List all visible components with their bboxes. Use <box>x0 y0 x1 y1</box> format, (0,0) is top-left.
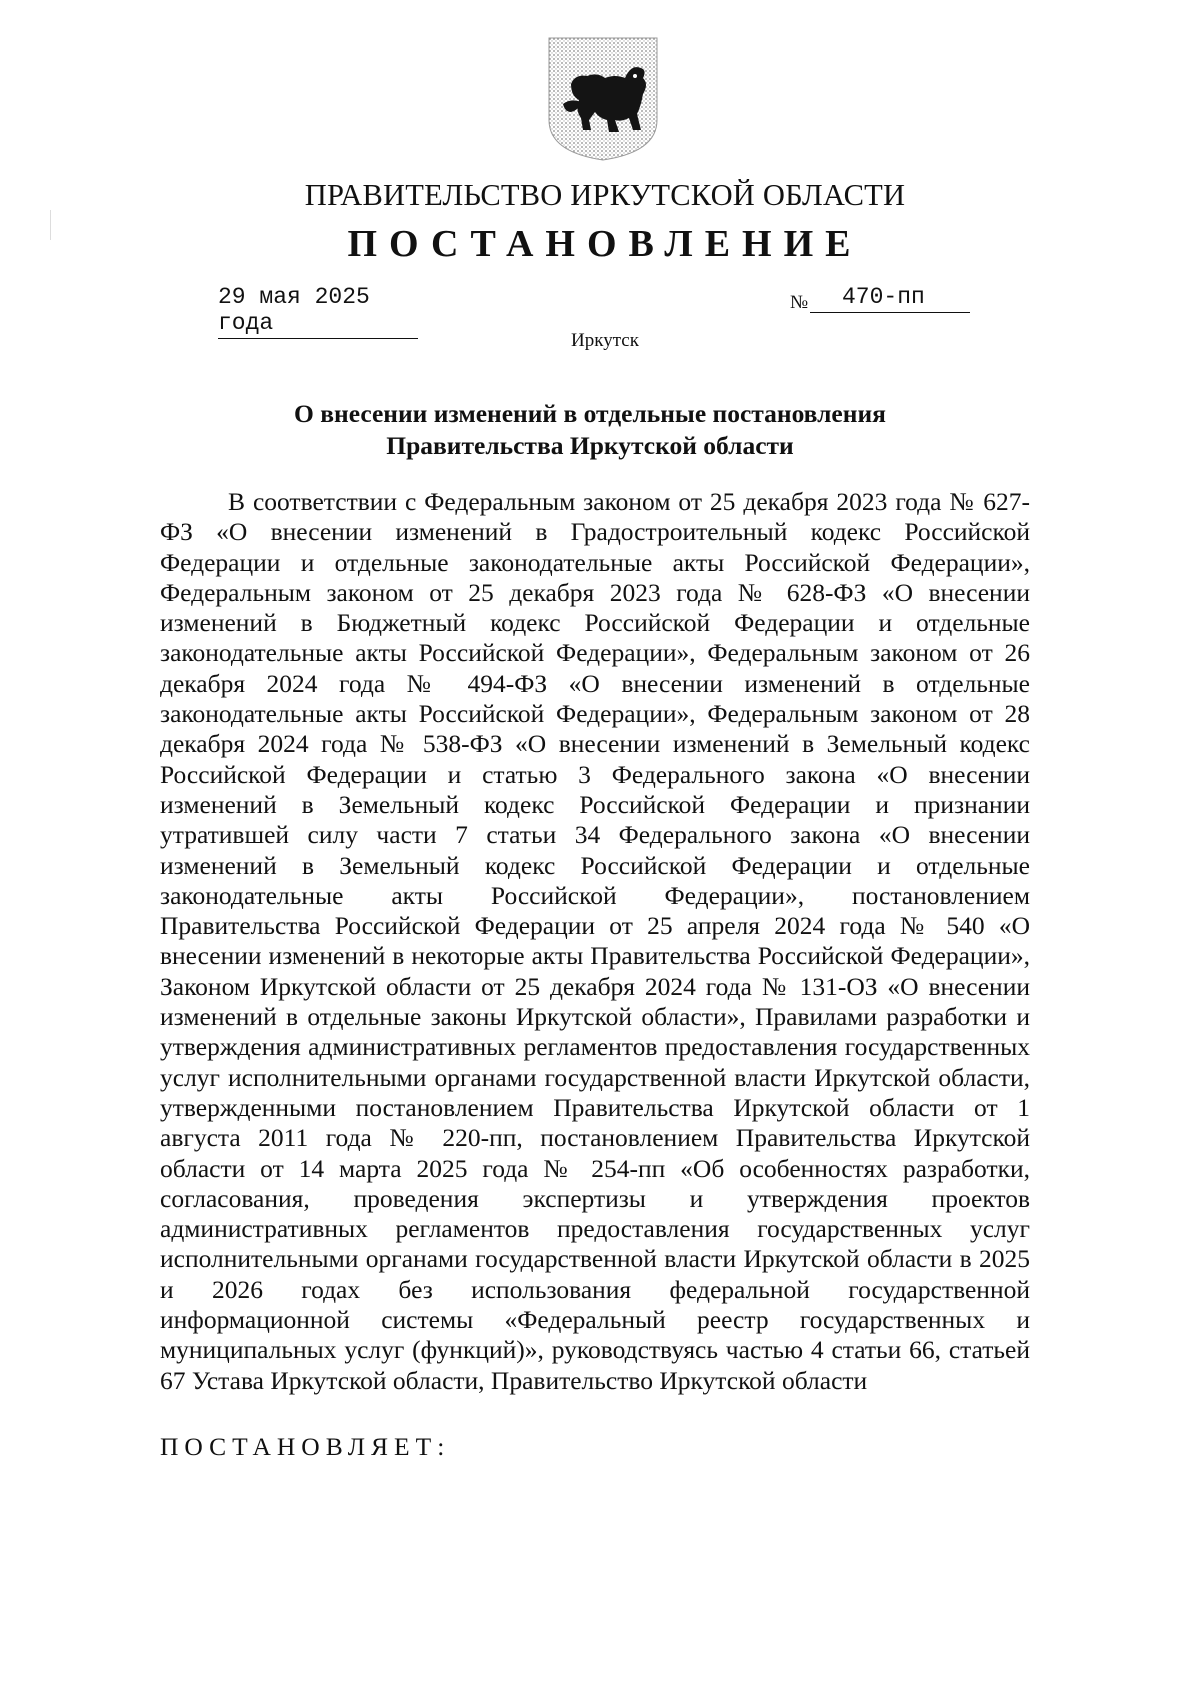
document-number: 470-пп <box>810 284 970 313</box>
document-date: 29 мая 2025 года <box>218 284 418 339</box>
resolves-heading: ПОСТАНОВЛЯЕТ: <box>160 1432 451 1461</box>
document-type: ПОСТАНОВЛЕНИЕ <box>347 223 863 265</box>
city: Иркутск <box>571 330 639 351</box>
organization-name: ПРАВИТЕЛЬСТВО ИРКУТСКОЙ ОБЛАСТИ <box>304 178 906 212</box>
document-subject <box>0 398 1180 462</box>
number-label: № <box>790 292 809 313</box>
body-paragraph: В соответствии с Федеральным законом от 25 декабря 2023 года № 627-ФЗ «О внесении изменений в Градостроительный кодекс Российской Федерации и отдельные законодательные акты Российской Федерации», Федеральным законом от 25 декабря 2023 года № 628-ФЗ «О внесении изменений в Бюджетный кодекс Российской Федерации и отдельные законодательные акты Российской Федерации», Федеральным законом от 26 декабря 2024 года № 494-ФЗ «О внесении изменений в отдельные законодательные акты Российской Федерации», Федеральным законом от 28 декабря 2024 года № 538-ФЗ «О внесении изменений в Земельный кодекс Российской Федерации и статью 3 Федерального закона «О внесении изменений в Земельный кодекс Российской Федерации и признании утратившей силу части 7 статьи 34 Федерального закона «О внесении изменений в Земельный кодекс Российской Федерации и отдельные законодательные акты Российской Федерации», постановлением Правительства Российской Федерации от 25 апреля 2024 года № 540 «О внесении изменений в некоторые акты Правительства Российской Федерации», Законом Иркутской области от 25 декабря 2024 года № 131-ОЗ «О внесении изменений в отдельные законы Иркутской области», Правилами разработки и утверждения административных регламентов предоставления государственных услуг исполнительными органами государственной власти Иркутской области, утвержденными постановлением Правительства Иркутской области от 1 августа 2011 года № 220-пп, постановлением Правительства Иркутской области от 14 марта 2025 года № 254-пп «Об особенностях разработки, согласования, проведения экспертизы и утверждения проектов административных регламентов предоставления государственных услуг исполнительными органами государственной власти Иркутской области в 2025 и 2026 годах без использования федеральной государственной информационной системы «Федеральный реестр государственных и муниципальных услуг (функций)», руководствуясь частью 4 статьи 66, статьей 67 Устава Иркутской области, Правительство Иркутской области <box>160 487 1030 1395</box>
subject-line-2: Правительства Иркутской области <box>386 431 794 460</box>
coat-of-arms-icon <box>545 34 661 162</box>
subject-line-1: О внесении изменений в отдельные постановления <box>294 399 886 428</box>
